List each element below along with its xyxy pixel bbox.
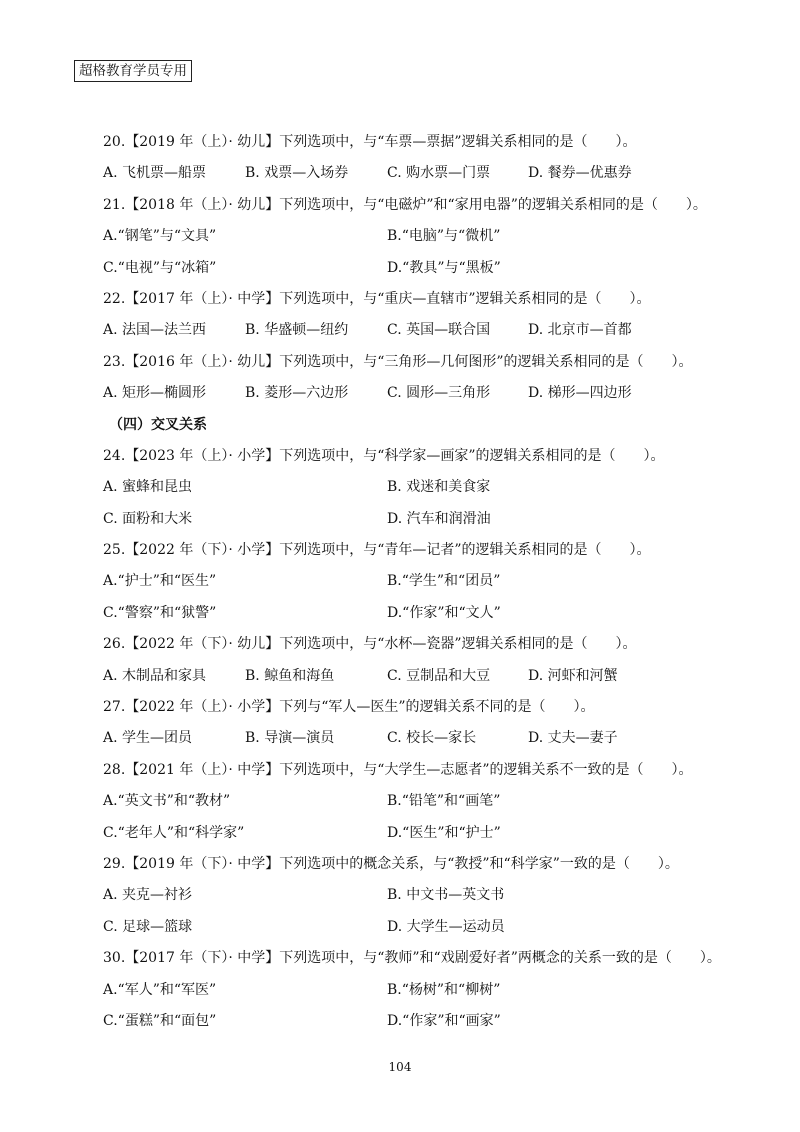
answer-option: D. 大学生—运动员	[387, 918, 505, 935]
options-row	[103, 880, 743, 911]
options-row	[103, 378, 743, 409]
options-row	[103, 1006, 743, 1037]
question-stem: 23.【2016 年（上）· 幼儿】下列选项中，与“三角形—几何图形”的逻辑关系相同的是（ ）。	[103, 353, 693, 370]
answer-option: B.“学生”和“团员”	[387, 573, 501, 590]
answer-option: A.“军人”和“军医”	[103, 981, 217, 998]
options-row	[103, 723, 743, 754]
answer-option: C. 校长—家长	[387, 730, 477, 747]
question-stem: 30.【2017 年（下）· 中学】下列选项中，与“教师”和“戏剧爱好者”两概念的关系一致的是（ ）。	[103, 950, 721, 967]
header-label: 超格教育学员专用	[74, 60, 192, 82]
question-list	[103, 127, 743, 1037]
options-row	[103, 253, 743, 284]
section-heading: （四）交叉关系	[109, 416, 207, 433]
answer-option: D.“作家”和“文人”	[387, 604, 501, 621]
answer-option: D.“教具”与“黑板”	[387, 259, 501, 276]
options-row	[103, 472, 743, 503]
answer-option: D.“作家”和“画家”	[387, 1012, 501, 1029]
answer-option: C. 面粉和大米	[103, 510, 193, 527]
answer-option: A.“钢笔”与“文具”	[103, 228, 217, 245]
options-row	[103, 221, 743, 252]
question-stem: 29.【2019 年（下）· 中学】下列选项中的概念关系，与“教授”和“科学家”一致的是（ ）。	[103, 855, 679, 872]
answer-option: C. 豆制品和大豆	[387, 667, 491, 684]
answer-option: A. 夹克—衬衫	[103, 887, 193, 904]
answer-option: A. 矩形—椭圆形	[103, 385, 207, 402]
answer-option: B. 中文书—英文书	[387, 887, 505, 904]
question-stem: 22.【2017 年（上）· 中学】下列选项中，与“重庆—直辖市”逻辑关系相同的是（ ）。	[103, 290, 651, 307]
answer-option: D. 梯形—四边形	[528, 385, 632, 402]
answer-option: C. 英国—联合国	[387, 322, 491, 339]
answer-option: B. 导演—演员	[245, 730, 335, 747]
options-row	[103, 566, 743, 597]
question-stem: 28.【2021 年（上）· 中学】下列选项中，与“大学生—志愿者”的逻辑关系不一致的是（ ）。	[103, 761, 693, 778]
answer-option: A. 木制品和家具	[103, 667, 207, 684]
options-row	[103, 818, 743, 849]
answer-option: B.“电脑”与“微机”	[387, 228, 501, 245]
answer-option: B. 鲸鱼和海鱼	[245, 667, 335, 684]
options-row	[103, 912, 743, 943]
question-stem: 24.【2023 年（上）· 小学】下列选项中，与“科学家—画家”的逻辑关系相同的是（ ）。	[103, 447, 665, 464]
answer-option: B.“杨树”和“柳树”	[387, 981, 501, 998]
answer-option: C.“电视”与“冰箱”	[103, 259, 217, 276]
answer-option: B. 菱形—六边形	[245, 385, 349, 402]
answer-option: C. 足球—篮球	[103, 918, 193, 935]
answer-option: C. 购水票—门票	[387, 165, 491, 182]
answer-option: D.“医生”和“护士”	[387, 824, 501, 841]
options-row	[103, 786, 743, 817]
answer-option: B. 戏票—入场券	[245, 165, 349, 182]
question-stem: 21.【2018 年（上）· 幼儿】下列选项中，与“电磁炉”和“家用电器”的逻辑关系相同的是（ ）。	[103, 196, 707, 213]
options-row	[103, 598, 743, 629]
options-row	[103, 315, 743, 346]
answer-option: C.“蛋糕”和“面包”	[103, 1012, 217, 1029]
page-number: 104	[388, 1060, 412, 1074]
answer-option: A. 法国—法兰西	[103, 322, 207, 339]
answer-option: A.“英文书”和“教材”	[103, 793, 231, 810]
options-row	[103, 975, 743, 1006]
answer-option: A. 学生—团员	[103, 730, 193, 747]
question-stem: 27.【2022 年（上）· 小学】下列与“军人—医生”的逻辑关系不同的是（ ）。	[103, 699, 595, 716]
question-stem: 20.【2019 年（上）· 幼儿】下列选项中，与“车票—票据”逻辑关系相同的是（ ）。	[103, 134, 637, 150]
answer-option: D. 河虾和河蟹	[528, 667, 618, 684]
answer-option: B. 戏迷和美食家	[387, 479, 491, 496]
answer-option: B. 华盛顿—纽约	[245, 322, 349, 339]
answer-option: D. 丈夫—妻子	[528, 730, 618, 747]
answer-option: D. 北京市—首都	[528, 322, 632, 339]
question-stem: 25.【2022 年（下）· 小学】下列选项中，与“青年—记者”的逻辑关系相同的是（ ）。	[103, 542, 651, 559]
answer-option: C.“老年人”和“科学家”	[103, 824, 245, 841]
options-row	[103, 158, 743, 189]
answer-option: B.“铅笔”和“画笔”	[387, 793, 501, 810]
answer-option: A. 蜜蜂和昆虫	[103, 479, 193, 496]
answer-option: D. 汽车和润滑油	[387, 510, 491, 527]
answer-option: A. 飞机票—船票	[103, 165, 207, 182]
answer-option: A.“护士”和“医生”	[103, 573, 217, 590]
answer-option: C. 圆形—三角形	[387, 385, 491, 402]
options-row	[103, 504, 743, 535]
question-stem: 26.【2022 年（下）· 幼儿】下列选项中，与“水杯—瓷器”逻辑关系相同的是（ ）。	[103, 636, 637, 653]
answer-option: C.“警察”和“狱警”	[103, 604, 217, 621]
options-row	[103, 661, 743, 692]
answer-option: D. 餐券—优惠券	[528, 165, 632, 182]
